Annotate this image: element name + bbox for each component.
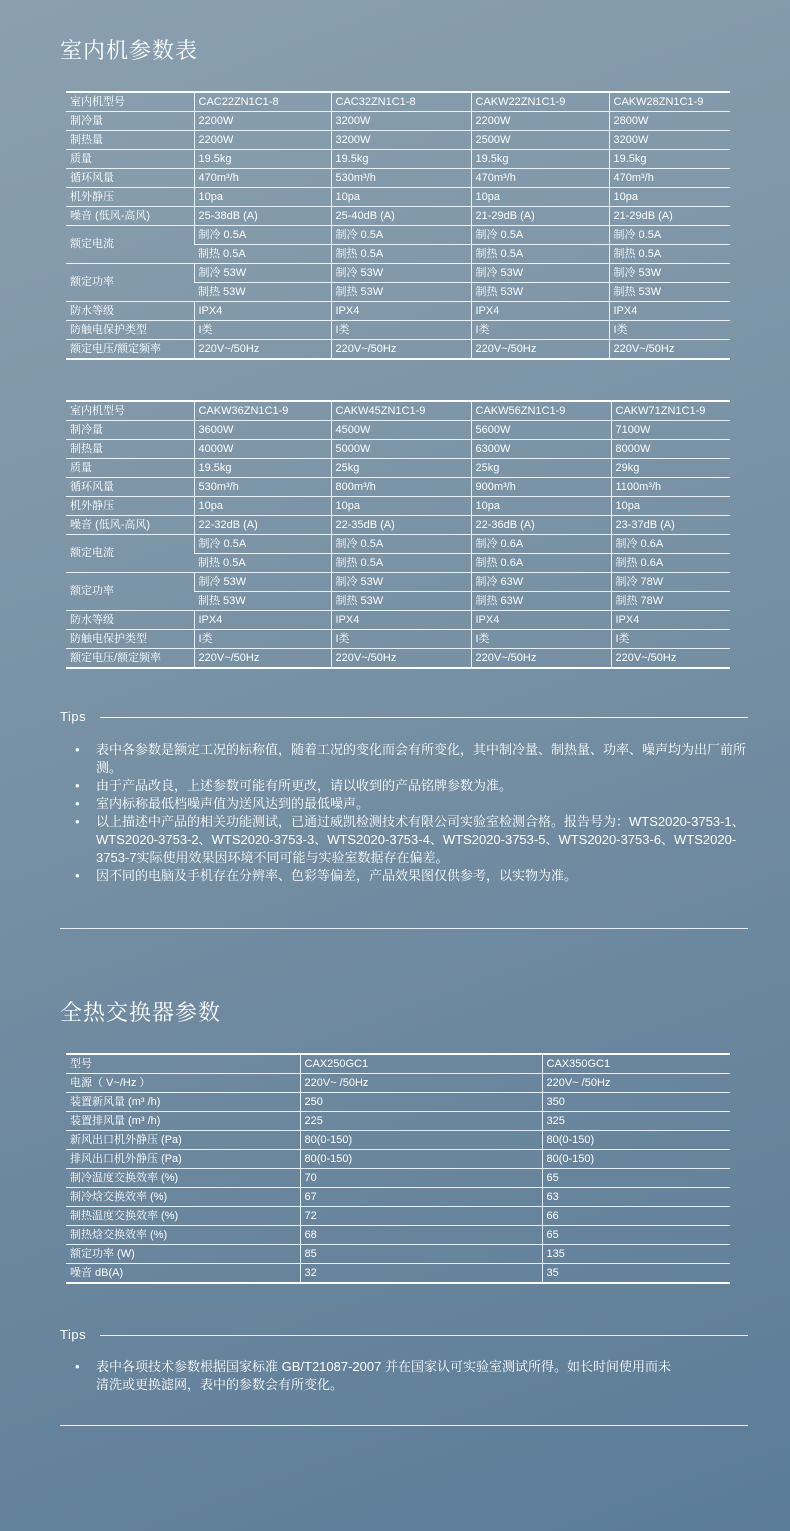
value-cell: 19.5kg — [609, 150, 730, 169]
tips-label: Tips — [60, 1327, 87, 1342]
row-label-heating: 制热量 — [66, 440, 194, 459]
table-row — [66, 340, 730, 360]
value-cell: 制冷 0.6A — [471, 535, 611, 554]
list-item — [72, 777, 756, 795]
table-row — [66, 264, 730, 283]
table-row — [66, 1207, 730, 1226]
value-cell: 225 — [300, 1112, 542, 1131]
row-label-waterproof: 防水等级 — [66, 302, 194, 321]
row-label-heat-enth-eff: 制热焓交换效率 (%) — [66, 1226, 300, 1245]
table-row — [66, 459, 730, 478]
list-item — [72, 795, 756, 813]
value-cell: 8000W — [611, 440, 730, 459]
table-row — [66, 302, 730, 321]
value-cell: 制热 0.5A — [331, 245, 471, 264]
value-cell: I类 — [194, 321, 331, 340]
bullet-icon: • — [75, 1359, 80, 1374]
value-cell: 制热 53W — [194, 592, 331, 611]
row-label-model: 型号 — [66, 1054, 300, 1074]
model-cell: CAKW71ZN1C1-9 — [611, 401, 730, 421]
tips-list — [72, 1358, 672, 1394]
value-cell: 350 — [542, 1093, 730, 1112]
value-cell: 21-29dB (A) — [471, 207, 609, 226]
value-cell: 制冷 0.5A — [471, 226, 609, 245]
row-label-voltage: 额定电压/额定频率 — [66, 340, 194, 360]
row-label-model: 室内机型号 — [66, 401, 194, 421]
row-label-airflow: 循环风量 — [66, 478, 194, 497]
value-cell: 制冷 0.5A — [194, 226, 331, 245]
value-cell: 制冷 53W — [194, 264, 331, 283]
value-cell: 32 — [300, 1264, 542, 1284]
value-cell: IPX4 — [471, 611, 611, 630]
value-cell: IPX4 — [471, 302, 609, 321]
value-cell: 制冷 53W — [194, 573, 331, 592]
value-cell: IPX4 — [331, 611, 471, 630]
row-label-power-supply: 电源（ V~/Hz ） — [66, 1074, 300, 1093]
value-cell: 制冷 53W — [331, 264, 471, 283]
value-cell: 220V~/50Hz — [471, 340, 609, 360]
value-cell: IPX4 — [194, 611, 331, 630]
list-item — [72, 813, 756, 867]
value-cell: 制热 0.6A — [611, 554, 730, 573]
value-cell: 制冷 53W — [471, 264, 609, 283]
value-cell: 19.5kg — [331, 150, 471, 169]
value-cell: 4000W — [194, 440, 331, 459]
value-cell: I类 — [194, 630, 331, 649]
value-cell: 220V~/50Hz — [609, 340, 730, 360]
bullet-icon: • — [75, 796, 80, 811]
value-cell: 65 — [542, 1226, 730, 1245]
value-cell: 25-38dB (A) — [194, 207, 331, 226]
value-cell: 63 — [542, 1188, 730, 1207]
table-row — [66, 1093, 730, 1112]
table-row — [66, 497, 730, 516]
tip-text: 因不同的电脑及手机存在分辨率、色彩等偏差，产品效果图仅供参考，以实物为准。 — [96, 868, 578, 883]
hx-spec-table — [66, 1053, 730, 1284]
bullet-icon: • — [75, 868, 80, 883]
value-cell: 470m³/h — [609, 169, 730, 188]
value-cell: 70 — [300, 1169, 542, 1188]
row-label-noise: 噪音 (低风-高风) — [66, 516, 194, 535]
value-cell: 220V~/50Hz — [194, 340, 331, 360]
value-cell: 470m³/h — [471, 169, 609, 188]
row-label-exhaust-pressure: 排风出口机外静压 (Pa) — [66, 1150, 300, 1169]
table-row — [66, 1226, 730, 1245]
value-cell: 10pa — [609, 188, 730, 207]
value-cell: 25-40dB (A) — [331, 207, 471, 226]
table-row — [66, 478, 730, 497]
table-row — [66, 226, 730, 245]
value-cell: 3200W — [331, 131, 471, 150]
value-cell: 25kg — [471, 459, 611, 478]
row-label-fresh-pressure: 新风出口机外静压 (Pa) — [66, 1131, 300, 1150]
value-cell: IPX4 — [609, 302, 730, 321]
row-label-power: 额定功率 — [66, 573, 194, 611]
value-cell: 220V~ /50Hz — [300, 1074, 542, 1093]
value-cell: 135 — [542, 1245, 730, 1264]
table-row — [66, 421, 730, 440]
value-cell: 制热 0.5A — [471, 245, 609, 264]
value-cell: 2500W — [471, 131, 609, 150]
table-row — [66, 112, 730, 131]
table-row — [66, 321, 730, 340]
row-label-model: 室内机型号 — [66, 92, 194, 112]
value-cell: 220V~/50Hz — [194, 649, 331, 669]
model-cell: CAKW36ZN1C1-9 — [194, 401, 331, 421]
row-label-heating: 制热量 — [66, 131, 194, 150]
value-cell: 10pa — [611, 497, 730, 516]
row-label-static-pressure: 机外静压 — [66, 497, 194, 516]
row-label-static-pressure: 机外静压 — [66, 188, 194, 207]
tip-text: 表中各参数是额定工况的标称值，随着工况的变化而会有所变化，其中制冷量、制热量、功率、噪声均为出厂前所测。 — [96, 742, 747, 775]
tips-list — [72, 741, 756, 885]
value-cell: 22-36dB (A) — [471, 516, 611, 535]
row-label-weight: 质量 — [66, 459, 194, 478]
table-row — [66, 440, 730, 459]
tip-text: 表中各项技术参数根据国家标准 GB/T21087-2007 并在国家认可实验室测试所得。如长时间使用而未清洗或更换滤网，表中的参数会有所变化。 — [96, 1359, 671, 1392]
value-cell: 4500W — [331, 421, 471, 440]
value-cell: 19.5kg — [194, 150, 331, 169]
value-cell: 72 — [300, 1207, 542, 1226]
model-cell: CAC32ZN1C1-8 — [331, 92, 471, 112]
table-row — [66, 401, 730, 421]
value-cell: 10pa — [471, 497, 611, 516]
model-cell: CAX250GC1 — [300, 1054, 542, 1074]
value-cell: 制冷 0.5A — [331, 535, 471, 554]
value-cell: 制冷 0.5A — [331, 226, 471, 245]
tip-text: 室内标称最低档噪声值为送风达到的最低噪声。 — [96, 796, 370, 811]
bullet-icon: • — [75, 778, 80, 793]
value-cell: 220V~/50Hz — [471, 649, 611, 669]
bullet-icon: • — [75, 814, 80, 829]
value-cell: 220V~/50Hz — [331, 649, 471, 669]
table-row — [66, 1245, 730, 1264]
table-row — [66, 1150, 730, 1169]
table-row — [66, 1264, 730, 1284]
value-cell: 22-35dB (A) — [331, 516, 471, 535]
row-label-cooling: 制冷量 — [66, 112, 194, 131]
value-cell: 制冷 78W — [611, 573, 730, 592]
value-cell: 530m³/h — [194, 478, 331, 497]
value-cell: 制热 53W — [471, 283, 609, 302]
value-cell: 5600W — [471, 421, 611, 440]
value-cell: 2200W — [194, 131, 331, 150]
value-cell: 800m³/h — [331, 478, 471, 497]
value-cell: 10pa — [471, 188, 609, 207]
value-cell: 67 — [300, 1188, 542, 1207]
table-row — [66, 611, 730, 630]
value-cell: 6300W — [471, 440, 611, 459]
row-label-rated-power: 额定功率 (W) — [66, 1245, 300, 1264]
value-cell: I类 — [471, 321, 609, 340]
row-label-fresh-air: 装置新风量 (m³ /h) — [66, 1093, 300, 1112]
model-cell: CAKW22ZN1C1-9 — [471, 92, 609, 112]
value-cell: 制热 0.5A — [194, 554, 331, 573]
value-cell: 325 — [542, 1112, 730, 1131]
value-cell: 制冷 0.6A — [611, 535, 730, 554]
table-row — [66, 169, 730, 188]
value-cell: 10pa — [194, 497, 331, 516]
value-cell: IPX4 — [331, 302, 471, 321]
row-label-weight: 质量 — [66, 150, 194, 169]
table-row — [66, 1131, 730, 1150]
value-cell: I类 — [471, 630, 611, 649]
value-cell: 21-29dB (A) — [609, 207, 730, 226]
value-cell: 470m³/h — [194, 169, 331, 188]
value-cell: 25kg — [331, 459, 471, 478]
table-row — [66, 150, 730, 169]
row-label-cool-temp-eff: 制冷温度交换效率 (%) — [66, 1169, 300, 1188]
tips-divider — [100, 717, 748, 718]
indoor-spec-table-2 — [66, 400, 730, 669]
value-cell: 29kg — [611, 459, 730, 478]
tip-text: 由于产品改良，上述参数可能有所更改，请以收到的产品铭牌参数为准。 — [96, 778, 513, 793]
value-cell: I类 — [331, 630, 471, 649]
table-row — [66, 516, 730, 535]
model-cell: CAX350GC1 — [542, 1054, 730, 1074]
value-cell: I类 — [609, 321, 730, 340]
tips-label: Tips — [60, 709, 87, 724]
value-cell: 66 — [542, 1207, 730, 1226]
table-row — [66, 188, 730, 207]
value-cell: 制热 0.5A — [194, 245, 331, 264]
indoor-spec-table-1 — [66, 91, 730, 360]
bullet-icon: • — [75, 742, 80, 757]
list-item — [72, 1358, 672, 1394]
table-row — [66, 1188, 730, 1207]
row-label-shock: 防触电保护类型 — [66, 630, 194, 649]
row-label-exhaust-air: 装置排风量 (m³ /h) — [66, 1112, 300, 1131]
table-row — [66, 573, 730, 592]
value-cell: 250 — [300, 1093, 542, 1112]
value-cell: 80(0-150) — [300, 1150, 542, 1169]
value-cell: 3200W — [609, 131, 730, 150]
value-cell: 22-32dB (A) — [194, 516, 331, 535]
value-cell: I类 — [331, 321, 471, 340]
value-cell: 10pa — [194, 188, 331, 207]
row-label-heat-temp-eff: 制热温度交换效率 (%) — [66, 1207, 300, 1226]
value-cell: 80(0-150) — [542, 1150, 730, 1169]
indoor-section-title: 室内机参数表 — [60, 38, 199, 63]
value-cell: 制热 53W — [194, 283, 331, 302]
row-label-noise: 噪音 dB(A) — [66, 1264, 300, 1284]
value-cell: 530m³/h — [331, 169, 471, 188]
row-label-cool-enth-eff: 制冷焓交换效率 (%) — [66, 1188, 300, 1207]
value-cell: 5000W — [331, 440, 471, 459]
value-cell: 7100W — [611, 421, 730, 440]
table-row — [66, 649, 730, 669]
section-divider — [60, 928, 748, 929]
value-cell: 2800W — [609, 112, 730, 131]
table-row — [66, 92, 730, 112]
model-cell: CAKW28ZN1C1-9 — [609, 92, 730, 112]
list-item — [72, 867, 756, 885]
list-item — [72, 741, 756, 777]
value-cell: 23-37dB (A) — [611, 516, 730, 535]
value-cell: 3200W — [331, 112, 471, 131]
value-cell: IPX4 — [194, 302, 331, 321]
table-row — [66, 1112, 730, 1131]
value-cell: 3600W — [194, 421, 331, 440]
value-cell: 220V~ /50Hz — [542, 1074, 730, 1093]
tips-divider — [100, 1335, 748, 1336]
value-cell: 制冷 63W — [471, 573, 611, 592]
row-label-shock: 防触电保护类型 — [66, 321, 194, 340]
value-cell: 制热 53W — [331, 592, 471, 611]
value-cell: 制冷 53W — [331, 573, 471, 592]
value-cell: 220V~/50Hz — [331, 340, 471, 360]
table-row — [66, 535, 730, 554]
model-cell: CAKW56ZN1C1-9 — [471, 401, 611, 421]
value-cell: I类 — [611, 630, 730, 649]
value-cell: 68 — [300, 1226, 542, 1245]
value-cell: 2200W — [471, 112, 609, 131]
value-cell: 10pa — [331, 497, 471, 516]
value-cell: 2200W — [194, 112, 331, 131]
model-cell: CAKW45ZN1C1-9 — [331, 401, 471, 421]
row-label-waterproof: 防水等级 — [66, 611, 194, 630]
value-cell: 80(0-150) — [300, 1131, 542, 1150]
row-label-cooling: 制冷量 — [66, 421, 194, 440]
table-row — [66, 131, 730, 150]
model-cell: CAC22ZN1C1-8 — [194, 92, 331, 112]
value-cell: 制热 0.5A — [609, 245, 730, 264]
value-cell: 19.5kg — [471, 150, 609, 169]
value-cell: 制热 53W — [331, 283, 471, 302]
table-row — [66, 1169, 730, 1188]
row-label-current: 额定电流 — [66, 226, 194, 264]
row-label-voltage: 额定电压/额定频率 — [66, 649, 194, 669]
table-row — [66, 630, 730, 649]
value-cell: 制热 53W — [609, 283, 730, 302]
value-cell: 10pa — [331, 188, 471, 207]
section-divider — [60, 1425, 748, 1426]
value-cell: IPX4 — [611, 611, 730, 630]
value-cell: 85 — [300, 1245, 542, 1264]
row-label-power: 额定功率 — [66, 264, 194, 302]
value-cell: 65 — [542, 1169, 730, 1188]
hx-section-title: 全热交换器参数 — [60, 1000, 222, 1025]
tip-text: 以上描述中产品的相关功能测试，已通过威凯检测技术有限公司实验室检测合格。报告号为：WTS2020-3753-1、WTS2020-3753-2、WTS2020-3753-3、WTS2020-3753-4、WTS2020-3753-5、WTS2020-3753-6、WTS2020-3753-7实际使用效果因环境不同可能与实验室数据存在偏差。 — [96, 814, 745, 865]
value-cell: 制热 78W — [611, 592, 730, 611]
value-cell: 制冷 0.5A — [609, 226, 730, 245]
row-label-noise: 噪音 (低风-高风) — [66, 207, 194, 226]
table-row — [66, 1054, 730, 1074]
row-label-current: 额定电流 — [66, 535, 194, 573]
value-cell: 制冷 0.5A — [194, 535, 331, 554]
value-cell: 900m³/h — [471, 478, 611, 497]
value-cell: 制热 0.5A — [331, 554, 471, 573]
value-cell: 1100m³/h — [611, 478, 730, 497]
value-cell: 制冷 53W — [609, 264, 730, 283]
value-cell: 35 — [542, 1264, 730, 1284]
table-row — [66, 1074, 730, 1093]
value-cell: 制热 63W — [471, 592, 611, 611]
value-cell: 19.5kg — [194, 459, 331, 478]
value-cell: 220V~/50Hz — [611, 649, 730, 669]
table-row — [66, 207, 730, 226]
row-label-airflow: 循环风量 — [66, 169, 194, 188]
value-cell: 制热 0.6A — [471, 554, 611, 573]
value-cell: 80(0-150) — [542, 1131, 730, 1150]
